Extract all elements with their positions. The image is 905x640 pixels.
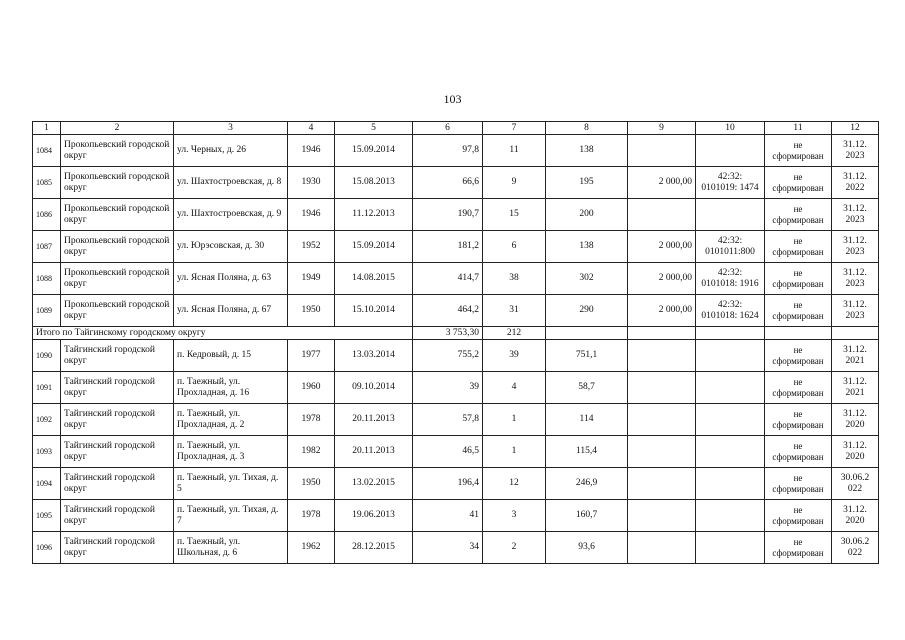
address-cell: ул. Шахтостроевская, д. 8 [174,167,288,199]
area-cell: 196,4 [413,468,483,500]
cadastral-number-cell [696,372,765,404]
column-number: 3 [174,122,288,135]
table-row [33,295,879,327]
status-cell: не сформирован [765,231,832,263]
column-number: 4 [288,122,335,135]
amount-cell [628,532,696,564]
residents-cell: 6 [483,231,546,263]
year-built-cell: 1978 [288,404,335,436]
table-row [33,436,879,468]
value-cell: 114 [546,404,628,436]
row-number: 1093 [33,436,61,468]
deadline-cell: 31.12. 2023 [832,199,879,231]
municipality-cell: Тайгинский городской округ [61,340,174,372]
area-cell: 464,2 [413,295,483,327]
table-row [33,404,879,436]
value-cell: 195 [546,167,628,199]
date-cell: 15.10.2014 [335,295,413,327]
value-cell: 115,4 [546,436,628,468]
amount-cell: 2 000,00 [628,167,696,199]
status-cell: не сформирован [765,500,832,532]
subtotal-label: Итого по Тайгинскому городскому округу [33,327,413,340]
address-cell: ул. Шахтостроевская, д. 9 [174,199,288,231]
subtotal-residents: 212 [483,327,546,340]
cadastral-number-cell: 42:32: 0101018: 1916 [696,263,765,295]
area-cell: 190,7 [413,199,483,231]
status-cell: не сформирован [765,532,832,564]
housing-registry-table [32,121,879,564]
row-number: 1091 [33,372,61,404]
amount-cell: 2 000,00 [628,231,696,263]
table-row [33,167,879,199]
deadline-cell: 31.12. 2023 [832,231,879,263]
residents-cell: 11 [483,135,546,167]
residents-cell: 31 [483,295,546,327]
value-cell: 751,1 [546,340,628,372]
address-cell: п. Таежный, ул. Прохладная, д. 16 [174,372,288,404]
row-number: 1087 [33,231,61,263]
row-number: 1092 [33,404,61,436]
residents-cell: 4 [483,372,546,404]
address-cell: п. Таежный, ул. Тихая, д. 7 [174,500,288,532]
deadline-cell: 31.12. 2020 [832,404,879,436]
municipality-cell: Прокопьевский городской округ [61,167,174,199]
residents-cell: 15 [483,199,546,231]
deadline-cell: 31.12. 2020 [832,500,879,532]
amount-cell [628,436,696,468]
row-number: 1089 [33,295,61,327]
year-built-cell: 1952 [288,231,335,263]
table-row [33,231,879,263]
date-cell: 13.02.2015 [335,468,413,500]
municipality-cell: Прокопьевский городской округ [61,295,174,327]
status-cell: не сформирован [765,372,832,404]
year-built-cell: 1977 [288,340,335,372]
year-built-cell: 1949 [288,263,335,295]
area-cell: 181,2 [413,231,483,263]
amount-cell [628,135,696,167]
value-cell: 93,6 [546,532,628,564]
row-number: 1096 [33,532,61,564]
year-built-cell: 1982 [288,436,335,468]
status-cell: не сформирован [765,199,832,231]
municipality-cell: Тайгинский городской округ [61,468,174,500]
value-cell: 290 [546,295,628,327]
value-cell: 246,9 [546,468,628,500]
table-row [33,468,879,500]
cadastral-number-cell [696,468,765,500]
cadastral-number-cell: 42:32: 0101018: 1624 [696,295,765,327]
value-cell: 58,7 [546,372,628,404]
residents-cell: 38 [483,263,546,295]
value-cell: 200 [546,199,628,231]
subtotal-row [33,327,879,340]
deadline-cell: 31.12. 2023 [832,295,879,327]
empty-cell [546,327,628,340]
table-row [33,532,879,564]
status-cell: не сформирован [765,135,832,167]
address-cell: п. Таежный, ул. Прохладная, д. 3 [174,436,288,468]
residents-cell: 39 [483,340,546,372]
address-cell: п. Таежный, ул. Прохладная, д. 2 [174,404,288,436]
residents-cell: 3 [483,500,546,532]
column-number: 11 [765,122,832,135]
municipality-cell: Тайгинский городской округ [61,436,174,468]
row-number: 1094 [33,468,61,500]
table-row [33,372,879,404]
year-built-cell: 1950 [288,468,335,500]
amount-cell [628,500,696,532]
date-cell: 20.11.2013 [335,436,413,468]
empty-cell [765,327,832,340]
municipality-cell: Прокопьевский городской округ [61,199,174,231]
year-built-cell: 1962 [288,532,335,564]
column-number: 12 [832,122,879,135]
address-cell: ул. Юрэсовская, д. 30 [174,231,288,263]
residents-cell: 2 [483,532,546,564]
amount-cell [628,199,696,231]
area-cell: 34 [413,532,483,564]
municipality-cell: Прокопьевский городской округ [61,135,174,167]
year-built-cell: 1946 [288,135,335,167]
area-cell: 39 [413,372,483,404]
address-cell: ул. Черных, д. 26 [174,135,288,167]
row-number: 1084 [33,135,61,167]
row-number: 1090 [33,340,61,372]
table-row [33,199,879,231]
municipality-cell: Тайгинский городской округ [61,404,174,436]
area-cell: 41 [413,500,483,532]
row-number: 1095 [33,500,61,532]
year-built-cell: 1960 [288,372,335,404]
year-built-cell: 1978 [288,500,335,532]
status-cell: не сформирован [765,436,832,468]
date-cell: 19.06.2013 [335,500,413,532]
table-row [33,263,879,295]
date-cell: 15.09.2014 [335,135,413,167]
cadastral-number-cell [696,135,765,167]
amount-cell: 2 000,00 [628,263,696,295]
column-number: 10 [696,122,765,135]
cadastral-number-cell [696,500,765,532]
deadline-cell: 30.06.2 022 [832,468,879,500]
year-built-cell: 1950 [288,295,335,327]
date-cell: 14.08.2015 [335,263,413,295]
amount-cell [628,372,696,404]
status-cell: не сформирован [765,167,832,199]
date-cell: 15.08.2013 [335,167,413,199]
amount-cell [628,468,696,500]
date-cell: 15.09.2014 [335,231,413,263]
residents-cell: 1 [483,404,546,436]
date-cell: 11.12.2013 [335,199,413,231]
year-built-cell: 1946 [288,199,335,231]
address-cell: п. Таежный, ул. Школьная, д. 6 [174,532,288,564]
column-number: 9 [628,122,696,135]
deadline-cell: 31.12. 2021 [832,340,879,372]
row-number: 1086 [33,199,61,231]
row-number: 1085 [33,167,61,199]
residents-cell: 12 [483,468,546,500]
status-cell: не сформирован [765,468,832,500]
column-number: 6 [413,122,483,135]
municipality-cell: Тайгинский городской округ [61,532,174,564]
municipality-cell: Прокопьевский городской округ [61,263,174,295]
cadastral-number-cell [696,340,765,372]
area-cell: 57,8 [413,404,483,436]
table-row [33,340,879,372]
amount-cell: 2 000,00 [628,295,696,327]
value-cell: 138 [546,231,628,263]
status-cell: не сформирован [765,340,832,372]
value-cell: 160,7 [546,500,628,532]
column-number: 8 [546,122,628,135]
empty-cell [696,327,765,340]
deadline-cell: 31.12. 2023 [832,263,879,295]
page-number: 103 [443,92,462,106]
residents-cell: 1 [483,436,546,468]
cadastral-number-cell [696,532,765,564]
subtotal-area: 3 753,30 [413,327,483,340]
deadline-cell: 31.12. 2022 [832,167,879,199]
deadline-cell: 31.12. 2021 [832,372,879,404]
column-number: 5 [335,122,413,135]
deadline-cell: 31.12. 2020 [832,436,879,468]
amount-cell [628,404,696,436]
address-cell: ул. Ясная Поляна, д. 63 [174,263,288,295]
area-cell: 46,5 [413,436,483,468]
status-cell: не сформирован [765,404,832,436]
date-cell: 13.03.2014 [335,340,413,372]
municipality-cell: Тайгинский городской округ [61,500,174,532]
status-cell: не сформирован [765,263,832,295]
value-cell: 138 [546,135,628,167]
area-cell: 66,6 [413,167,483,199]
column-number: 2 [61,122,174,135]
date-cell: 28.12.2015 [335,532,413,564]
date-cell: 20.11.2013 [335,404,413,436]
column-number: 7 [483,122,546,135]
year-built-cell: 1930 [288,167,335,199]
empty-cell [628,327,696,340]
area-cell: 97,8 [413,135,483,167]
column-number-row [33,122,879,135]
cadastral-number-cell [696,436,765,468]
amount-cell [628,340,696,372]
municipality-cell: Тайгинский городской округ [61,372,174,404]
date-cell: 09.10.2014 [335,372,413,404]
cadastral-number-cell [696,404,765,436]
empty-cell [832,327,879,340]
table-row [33,135,879,167]
deadline-cell: 30.06.2 022 [832,532,879,564]
table-row [33,500,879,532]
address-cell: п. Кедровый, д. 15 [174,340,288,372]
status-cell: не сформирован [765,295,832,327]
row-number: 1088 [33,263,61,295]
address-cell: п. Таежный, ул. Тихая, д. 5 [174,468,288,500]
cadastral-number-cell: 42:32: 0101011:800 [696,231,765,263]
area-cell: 755,2 [413,340,483,372]
cadastral-number-cell [696,199,765,231]
column-number: 1 [33,122,61,135]
municipality-cell: Прокопьевский городской округ [61,231,174,263]
table-body [33,122,879,564]
value-cell: 302 [546,263,628,295]
address-cell: ул. Ясная Поляна, д. 67 [174,295,288,327]
area-cell: 414,7 [413,263,483,295]
cadastral-number-cell: 42:32: 0101019: 1474 [696,167,765,199]
residents-cell: 9 [483,167,546,199]
deadline-cell: 31.12. 2023 [832,135,879,167]
